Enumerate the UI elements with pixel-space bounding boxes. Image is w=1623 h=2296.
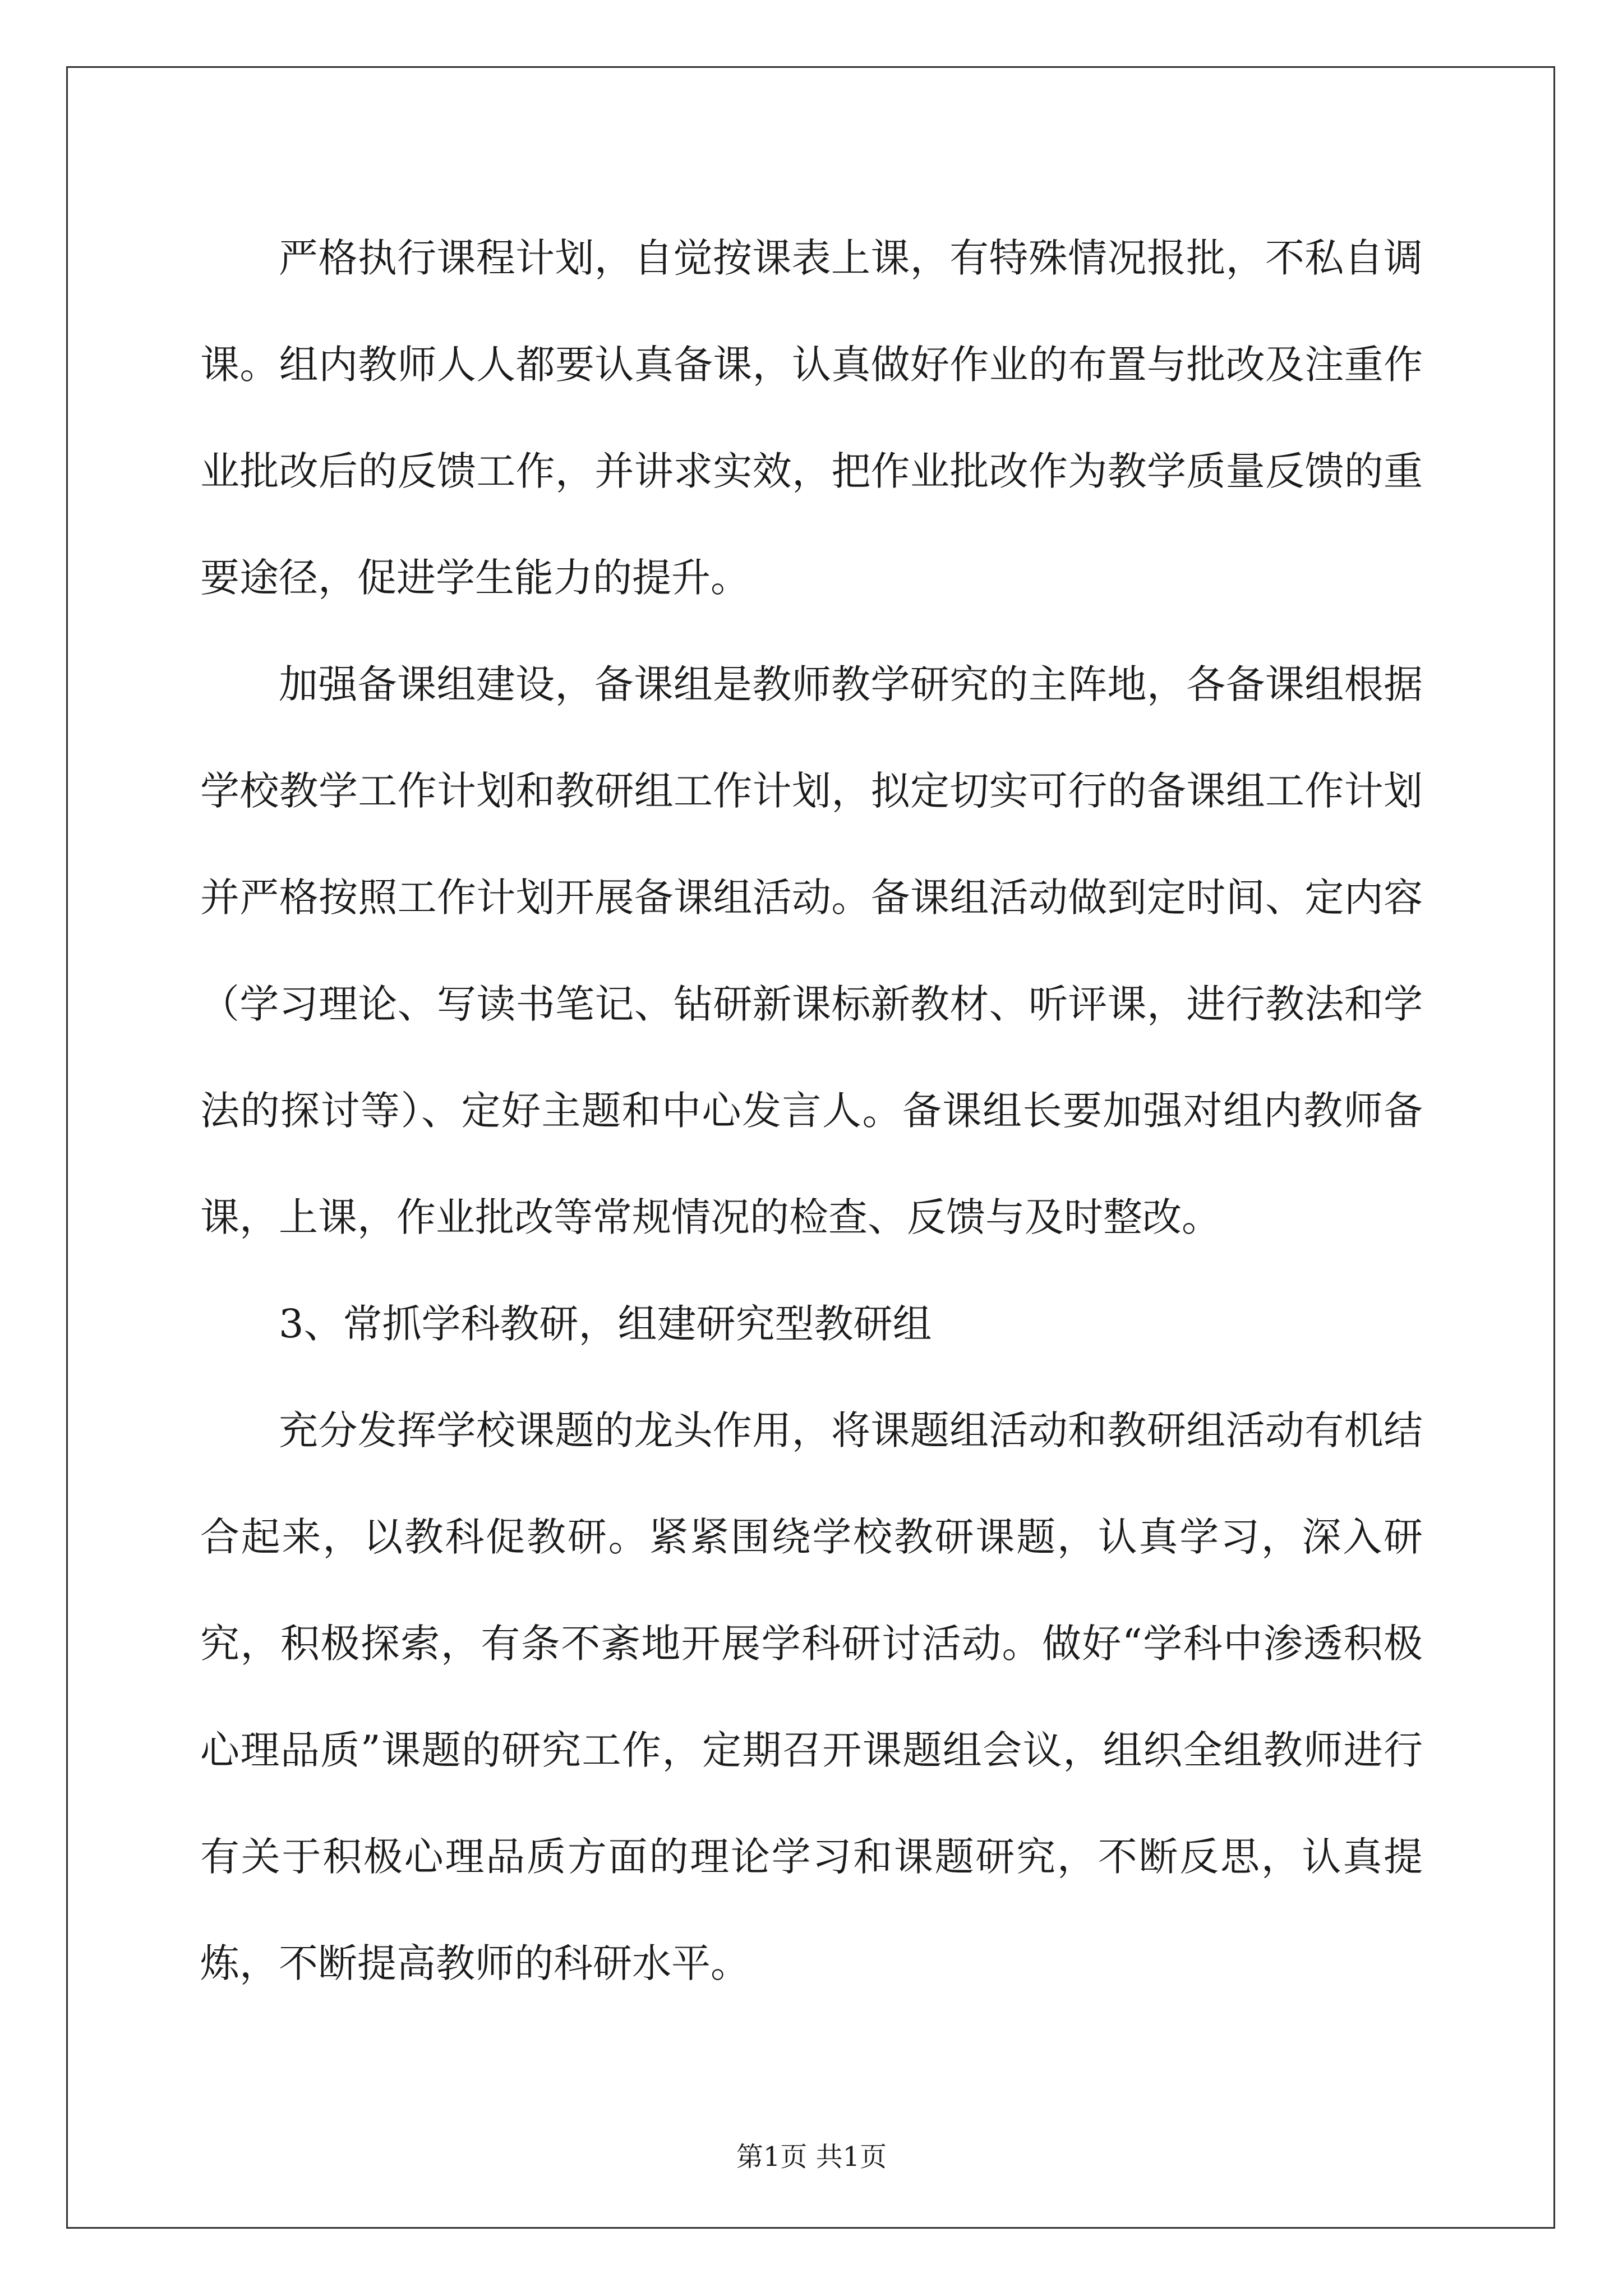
section-heading: 3、常抓学科教研，组建研究型教研组 [279,1301,932,1347]
paragraph-lesson-group: 加强备课组建设，备课组是教师教学研究的主阵地，各备课组根据学校教学工作计划和教研组工作计划，拟定切实可行的备课组工作计划并严格按照工作计划开展备课组活动。备课组活动做到定时间、定内容（学习理论、写读书笔记、钻研新课标新教材、听评课，进行教法和学法的探讨等）、定好主题和中心发言人。备课组长要加强对组内教师备课，上课，作业批改等常规情况的检查、反馈与及时整改。 [200,661,1423,1240]
document-body [200,205,1423,2017]
paragraph-course-plan: 严格执行课程计划，自觉按课表上课，有特殊情况报批，不私自调课。组内教师人人都要认真备课，认真做好作业的布置与批改及注重作业批改后的反馈工作，并讲求实效，把作业批改作为教学质量反馈的重要途径，促进学生能力的提升。 [200,235,1423,601]
page-footer: 第1页 共1页 [736,2141,887,2173]
paragraph-research: 充分发挥学校课题的龙头作用，将课题组活动和教研组活动有机结合起来，以教科促教研。紧紧围绕学校教研课题，认真学习，深入研究，积极探索，有条不紊地开展学科研讨活动。做好“学科中渗透积极心理品质”课题的研究工作，定期召开课题组会议，组织全组教师进行有关于积极心理品质方面的理论学习和课题研究，不断反思，认真提炼，不断提高教师的科研水平。 [200,1407,1423,1986]
